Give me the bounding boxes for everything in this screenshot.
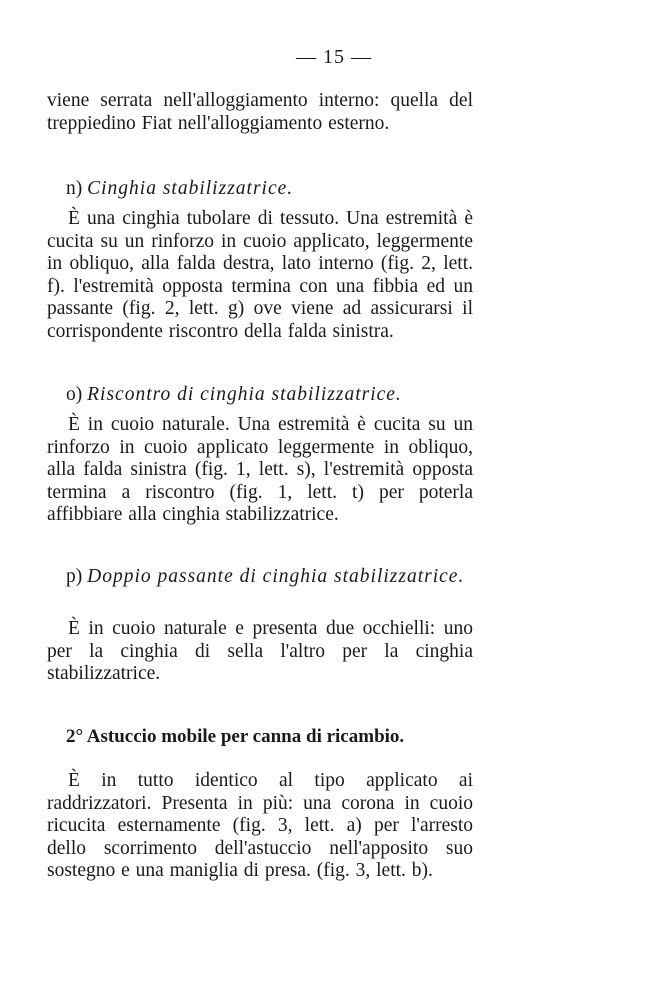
- subheading-o-title: Riscontro di cinghia stabilizzatrice.: [87, 384, 402, 405]
- paragraph-riscontro: È in cuoio naturale. Una estremità è cucita su un rinforzo in cuoio applicato leggermente in obliquo, alla falda sinistra (fig. 1, lett. s), l'estremità opposta termina a riscontro (fig. 1, lett. t) per poterla affibbiare alla cinghia stabilizzatrice.: [47, 414, 473, 525]
- section-2-heading: 2° Astuccio mobile per canna di ricambio.: [66, 726, 405, 747]
- subheading-p-letter: p): [66, 566, 83, 587]
- subheading-n: [66, 178, 476, 201]
- subheading-p-title: Doppio passante di cinghia stabilizzatrice.: [87, 566, 465, 587]
- page-number: — 15 —: [296, 46, 372, 68]
- subheading-p: [66, 566, 476, 589]
- subheading-n-title: Cinghia stabilizzatrice.: [87, 178, 294, 199]
- paragraph-doppio-passante: È in cuoio naturale e presenta due occhielli: uno per la cinghia di sella l'altro per la cinghia stabilizzatrice.: [47, 618, 473, 684]
- subheading-o: [66, 384, 476, 407]
- paragraph-cinghia-stabilizzatrice: È una cinghia tubolare di tessuto. Una estremità è cucita su un rinforzo in cuoio applicato, leggermente in obliquo, alla falda destra, lato interno (fig. 2, lett. f). l'estremità opposta termina con una fibbia ed un passante (fig. 2, lett. g) ove viene ad assicurarsi il corrispondente riscontro della falda sinistra.: [47, 208, 473, 342]
- paragraph-astuccio: È in tutto identico al tipo applicato ai raddrizzatori. Presenta in più: una corona in cuoio ricucita esternamente (fig. 3, lett. a) per l'arresto dello scorrimento dell'astuccio nell'apposito suo sostegno e una maniglia di presa. (fig. 3, lett. b).: [47, 770, 473, 881]
- paragraph-continuation: viene serrata nell'alloggiamento interno: quella del treppiedino Fiat nell'alloggiamento esterno.: [47, 90, 473, 134]
- subheading-n-letter: n): [66, 178, 83, 199]
- subheading-o-letter: o): [66, 384, 83, 405]
